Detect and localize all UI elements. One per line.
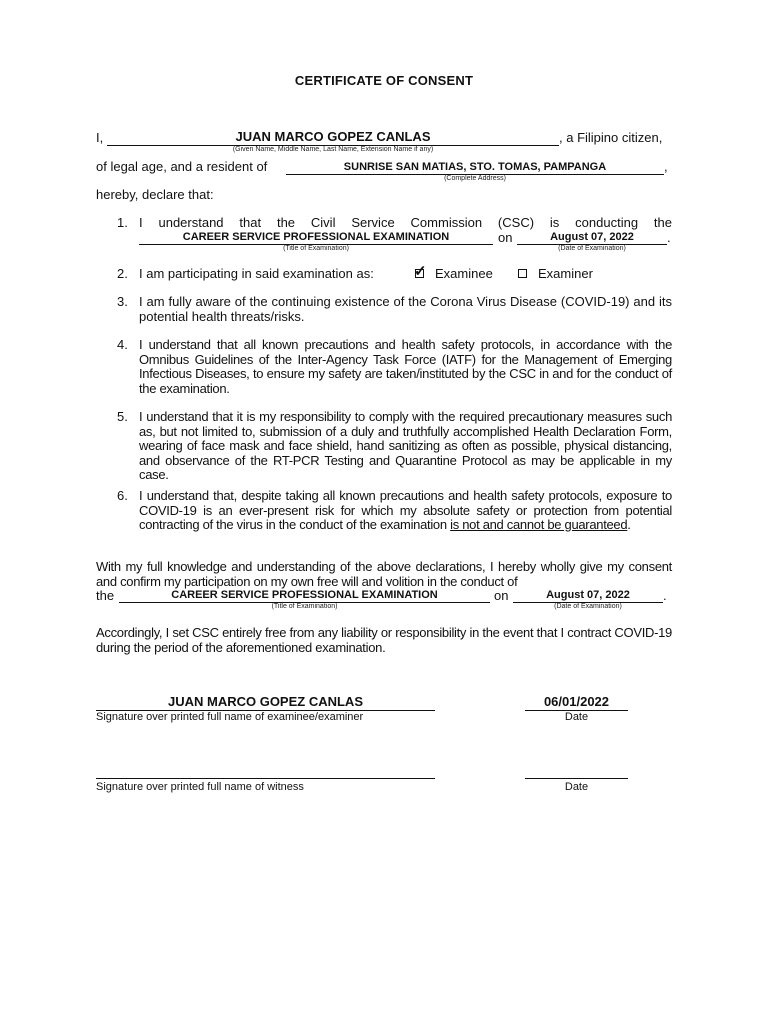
address-hint: (Complete Address)	[444, 175, 506, 182]
item-1-exam-hint: (Title of Examination)	[283, 245, 349, 252]
consent-date-field[interactable]: August 07, 2022	[513, 588, 663, 603]
intro-prefix: I,	[96, 130, 104, 145]
consent-date-hint: (Date of Examination)	[554, 603, 622, 610]
witness-date-caption: Date	[564, 781, 589, 793]
witness-signature-caption: Signature over printed full name of witness	[96, 781, 304, 793]
consent-exam-field[interactable]: CAREER SERVICE PROFESSIONAL EXAMINATION	[119, 588, 490, 603]
consent-on: on	[494, 588, 509, 603]
item-5-text: I understand that it is my responsibility to comply with the required precautionary measures such as, but not limited to, submission of a duly and truthfully accomplished Health Declaration Form, wearing of face mask and face shield, hand sanitizing as often as possible, physical distancing, and observance of the RT-PCR Testing and Quarantine Protocol as may be applicable in my case.	[139, 409, 672, 482]
resident-prefix: of legal age, and a resident of	[96, 159, 268, 174]
signature-date-caption: Date	[564, 711, 589, 723]
citizen-suffix: , a Filipino citizen,	[559, 130, 663, 145]
address-suffix: ,	[664, 159, 668, 174]
check-icon: ✓	[414, 263, 427, 280]
examinee-label: Examinee	[435, 266, 493, 281]
item-1-exam-field[interactable]: CAREER SERVICE PROFESSIONAL EXAMINATION	[139, 230, 493, 245]
item-2-text: I am participating in said examination as:	[139, 266, 374, 281]
item-6-paragraph	[139, 489, 672, 533]
item-6-end: .	[627, 517, 631, 532]
item-6-text: I understand that, despite taking all known precautions and health safety protocols, exposure to COVID-19 is an ever-present risk for which my absolute safety or protection from potential contracting of the virus in the conduct of the examination	[139, 488, 672, 532]
witness-date-line[interactable]	[525, 764, 628, 779]
examiner-checkbox[interactable]	[518, 269, 527, 278]
item-1-text: I understand that the Civil Service Commission (CSC) is conducting the	[139, 215, 672, 230]
item-6-number: 6.	[117, 488, 128, 503]
item-3-number: 3.	[117, 294, 128, 309]
item-1-number: 1.	[117, 215, 128, 230]
declare-line: hereby, declare that:	[96, 187, 214, 202]
item-1-on: on	[498, 230, 513, 245]
consent-text: With my full knowledge and understanding of the above declarations, I hereby wholly give my consent and confirm my participation on my own free will and volition in the conduct of	[96, 559, 672, 589]
consent-end: .	[663, 588, 667, 603]
signature-date-field[interactable]: 06/01/2022	[525, 694, 628, 711]
item-4-text: I understand that all known precautions and health safety protocols, in accordance with the Omnibus Guidelines of the Inter-Agency Task Force (IATF) for the Management of Emerging Infectious Diseases, to ensure my safety are taken/instituted by the CSC in and for the conduct of the examination.	[139, 337, 672, 396]
item-4-number: 4.	[117, 337, 128, 352]
document-title: CERTIFICATE OF CONSENT	[294, 73, 474, 88]
item-1-date-field[interactable]: August 07, 2022	[517, 230, 667, 245]
item-6-underlined: is not and cannot be guaranteed	[450, 517, 628, 532]
item-5-number: 5.	[117, 409, 128, 424]
item-1-date-hint: (Date of Examination)	[558, 245, 626, 252]
examinee-signature-caption: Signature over printed full name of examinee/examiner	[96, 711, 364, 723]
consent-the: the	[96, 588, 115, 603]
address-field[interactable]: SUNRISE SAN MATIAS, STO. TOMAS, PAMPANGA	[286, 160, 664, 175]
full-name-field[interactable]: JUAN MARCO GOPEZ CANLAS	[107, 129, 559, 146]
examinee-signature-field[interactable]: JUAN MARCO GOPEZ CANLAS	[96, 694, 435, 711]
consent-exam-hint: (Title of Examination)	[271, 603, 338, 610]
name-hint: (Given Name, Middle Name, Last Name, Extension Name if any)	[232, 146, 434, 153]
witness-signature-line[interactable]	[96, 764, 435, 779]
release-text: Accordingly, I set CSC entirely free from any liability or responsibility in the event that I contract COVID-19 during the period of the aforementioned examination.	[96, 625, 672, 655]
item-2-number: 2.	[117, 266, 128, 281]
examiner-label: Examiner	[538, 266, 593, 281]
item-3-text: I am fully aware of the continuing existence of the Corona Virus Disease (COVID-19) and its potential health threats/risks.	[139, 294, 672, 324]
item-1-end: .	[667, 230, 671, 245]
